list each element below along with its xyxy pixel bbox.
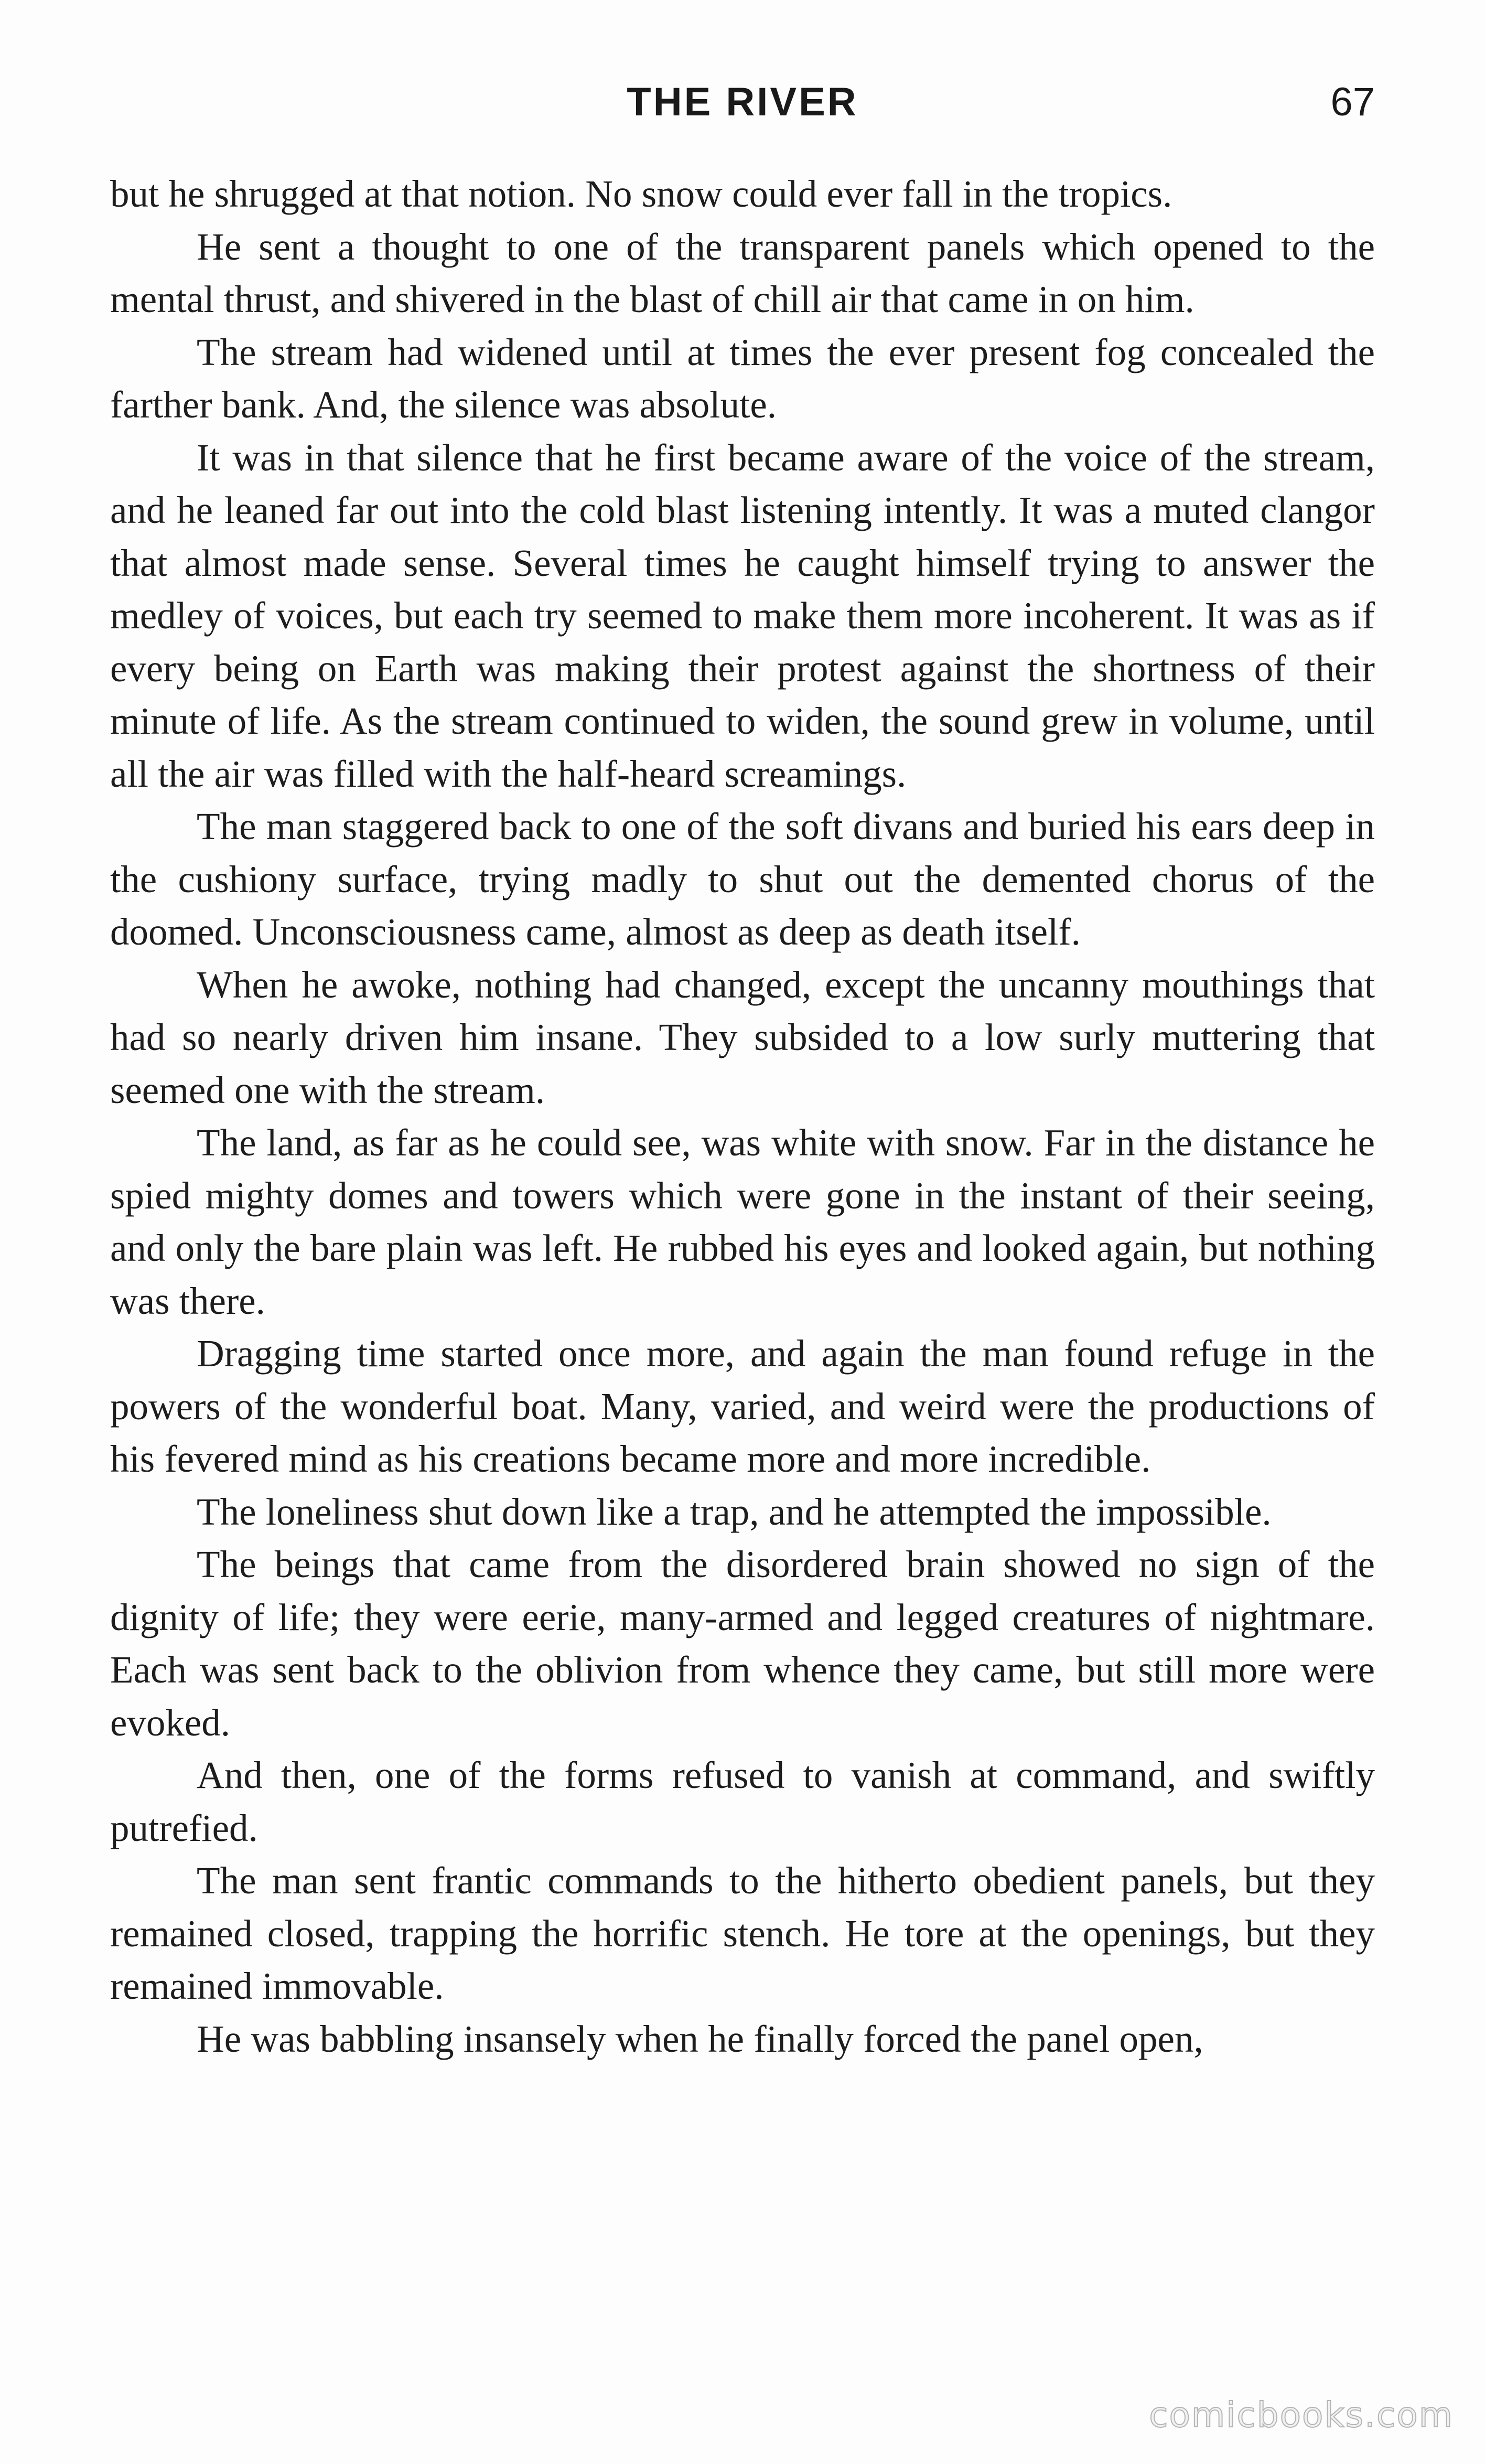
watermark: comicbooks.com bbox=[1149, 2395, 1454, 2435]
paragraph: The loneliness shut down like a trap, and he attempted the impossible. bbox=[197, 1490, 1272, 1533]
paragraph: The man sent frantic commands to the hitherto obedient panels, but they remained closed, trapping the horrific stench. He tore at the openings, but they remained immovable. bbox=[110, 1859, 1375, 2007]
body-text bbox=[110, 168, 1375, 2065]
paragraph: He was babbling insansely when he finally forced the panel open, bbox=[197, 2017, 1203, 2060]
paragraph: The land, as far as he could see, was white with snow. Far in the distance he spied mighty domes and towers which were gone in the instant of their seeing, and only the bare plain was left. He rubbed his eyes and looked again, but nothing was there. bbox=[110, 1121, 1375, 1322]
paragraph: And then, one of the forms refused to vanish at command, and swiftly putrefied. bbox=[110, 1754, 1375, 1849]
paragraph-continuation: but he shrugged at that notion. No snow could ever fall in the tropics. bbox=[110, 173, 1172, 215]
paragraph: Dragging time started once more, and again the man found refuge in the powers of the wonderful boat. Many, varied, and weird were the productions of his fevered mind as his creations became more and more incredible. bbox=[110, 1332, 1375, 1480]
paragraph: The stream had widened until at times the ever present fog concealed the farther bank. And, the silence was absolute. bbox=[110, 330, 1375, 426]
paragraph: The beings that came from the disordered brain showed no sign of the dignity of life; they were eerie, many-armed and legged creatures of nightmare. Each was sent back to the oblivion from whence they came, but still more were evoked. bbox=[110, 1543, 1375, 1744]
page-number: 67 bbox=[1330, 80, 1375, 124]
running-head bbox=[110, 73, 1375, 131]
paragraph: It was in that silence that he first became aware of the voice of the stream, and he leaned far out into the cold blast listening intently. It was a muted clangor that almost made sense. Several times he caught himself trying to answer the medley of voices, but each try seemed to make them more incoherent. It was as if every being on Earth was making their protest against the shortness of their minute of life. As the stream continued to widen, the sound grew in volume, until all the air was filled with the half-heard screamings. bbox=[110, 436, 1375, 795]
paragraph: When he awoke, nothing had changed, except the uncanny mouthings that had so nearly driven him insane. They subsided to a low surly muttering that seemed one with the stream. bbox=[110, 963, 1375, 1111]
paragraph: The man staggered back to one of the soft divans and buried his ears deep in the cushiony surface, trying madly to shut out the demented chorus of the doomed. Unconsciousness came, almost as deep as death itself. bbox=[110, 805, 1375, 953]
running-title: THE RIVER bbox=[627, 80, 858, 124]
paragraph: He sent a thought to one of the transparent panels which opened to the mental thrust, and shivered in the blast of chill air that came in on him. bbox=[110, 225, 1375, 320]
